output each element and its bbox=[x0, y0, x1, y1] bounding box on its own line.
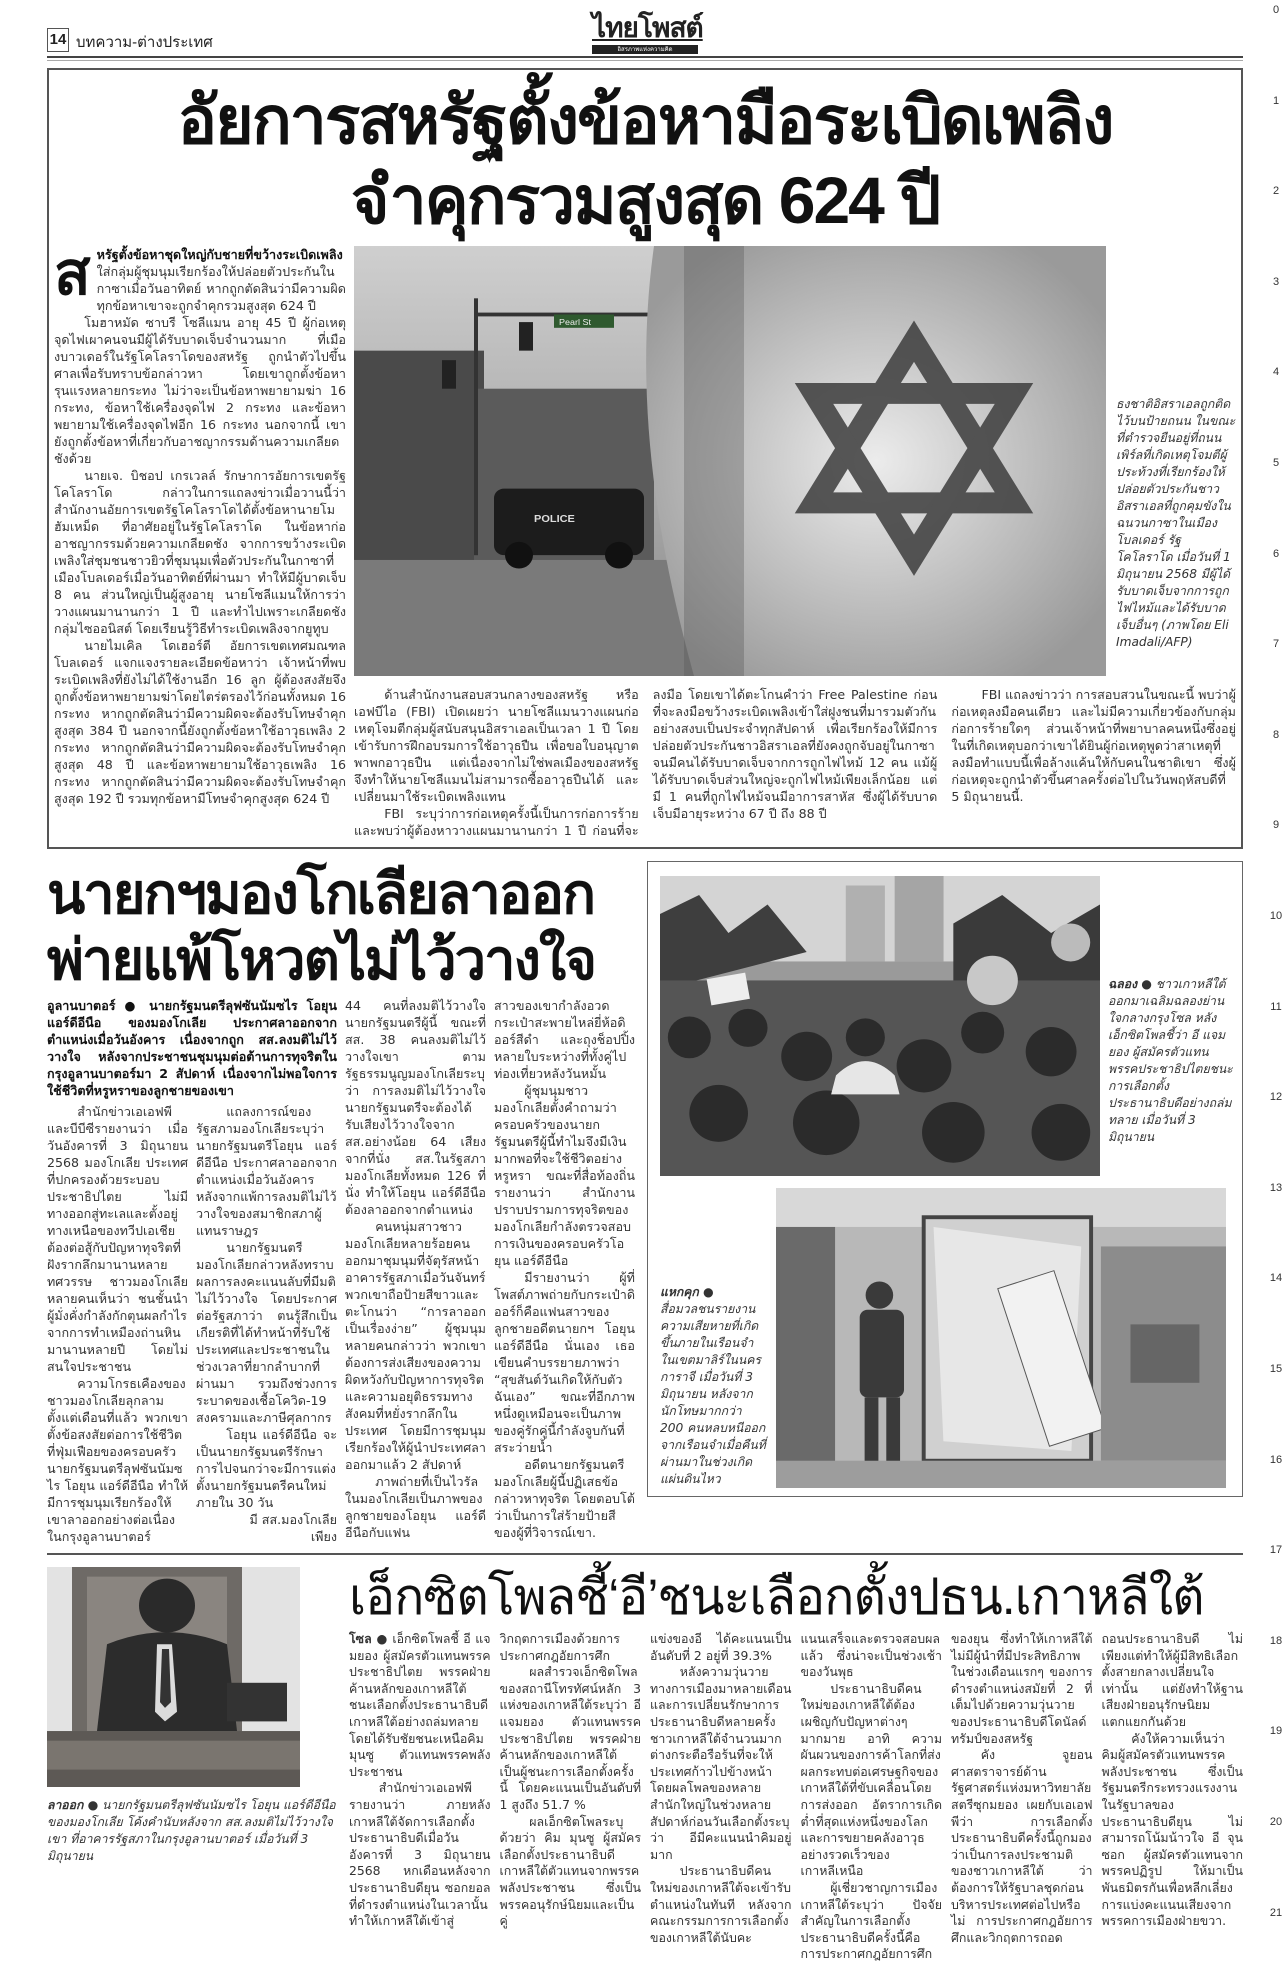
article-3-column-2 bbox=[500, 1631, 642, 1963]
paragraph: สำนักข่าวเอเอฟพีและบีบีซีรายงานว่า เมื่อวันอังคารที่ 3 มิถุนายน 2568 มองโกเลีย ประเทศที่ปกครองด้วยระบอบประชาธิปไตย ไม่มีทางออกสู่ทะเลและตั้งอยู่ทางเหนือของทวีปเอเชีย ต้องต่อสู้กับปัญหาทุจริตที่ฝังรากลึกมานานหลายทศวรรษ ชาวมองโกเลียหลายคนเห็นว่า ชนชั้นนำผู้มั่งคั่งกำลังกักตุนผลกำไรจากการทำเหมืองถ่านหินมานานหลายปี โดยไม่สนใจประชาชน bbox=[47, 1104, 188, 1374]
paragraph: คนหนุ่มสาวชาวมองโกเลียหลายร้อยคนออกมาชุมนุมที่จัตุรัสหน้าอาคารรัฐสภาเมื่อวันจันทร์ พวกเขาถือป้ายสีขาวและตะโกนว่า “การลาออกเป็นเรื่องง่าย” ผู้ชุมนุมหลายคนกล่าวว่า พวกเขาต้องการส่งเสียงของความผิดหวังกับปัญหาการทุจริตและความอยุติธรรมทางสังคมที่หยั่งรากลึกในประเทศ โดยมีการชุมนุมเรียกร้องให้ผู้นำประเทศลาออกมาแล้ว 2 สัปดาห์ bbox=[345, 1219, 486, 1472]
ruler-mark: 14 bbox=[1269, 1272, 1283, 1285]
ruler-mark: 8 bbox=[1272, 728, 1280, 741]
paragraph: หลังความวุ่นวายทางการเมืองมาหลายเดือน และการเปลี่ยนรักษาการประธานาธิบดีหลายครั้ง ชาวเกาหลีใต้จำนวนมากต่างกระตือรือร้นที่จะให้ประเทศก้าวไปข้างหน้า โดยผลโพลของหลายสำนักใหญ่ในช่วงหลายสัปดาห์ก่อนวันเลือกตั้งระบุว่า อีมีคะแนนนำคิมอยู่มาก bbox=[650, 1664, 792, 1862]
article-2 bbox=[47, 861, 637, 1545]
ruler-mark: 2 bbox=[1272, 185, 1280, 198]
ruler-mark: 1 bbox=[1272, 94, 1280, 107]
article-1-frame bbox=[47, 68, 1243, 849]
caption-text: นายกรัฐมนตรีลุฟซันนัมซไร โอยุน แอร์ดีอีนือของมองโกเลีย โค้งคำนับหลังจาก สส.ลงมติไม่ไว้วางใจเขา ที่อาคารรัฐสภาในกรุงอูลานบาตอร์ เมื่อวันที่ 3 มิถุนายน bbox=[47, 1798, 336, 1863]
paragraph: มี สส.มองโกเลียเพียง bbox=[249, 1512, 337, 1544]
paragraph: ถอนประธานาธิบดี ไม่เพียงแต่ทำให้ผู้มีสิทธิเลือกตั้งสายกลางเปลี่ยนใจเท่านั้น แต่ยังทำให้ฐานเสียงฝ่ายอนุรักษนิยมแตกแยกกันด้วย bbox=[1101, 1631, 1243, 1729]
article-2-headline-line-2: พ่ายแพ้โหวตไม่ไว้วางใจ bbox=[47, 928, 596, 991]
article-1-headline-line-2: จำคุกรวมสูงสุด 624 ปี bbox=[350, 163, 940, 237]
ruler-mark: 9 bbox=[1272, 819, 1280, 832]
paragraph: FBI แถลงข่าวว่า การสอบสวนในขณะนี้ พบว่าผู้ก่อเหตุลงมือคนเดียว และไม่มีความเกี่ยวข้องกับกลุ่มก่อการร้ายใดๆ ส่วนเจ้าหน้าที่พยาบาลคนหนึ่งซึ่งอยู่ในที่เกิดเหตุบอกว่าเขาได้ยินผู้ก่อเหตุพูดว่าสาเหตุที่ลงมือทำแบบนี้เพื่อล้างแค้นให้กับคนในชาติเขา ซึ่งผู้ก่อเหตุจะถูกนำตัวขึ้นศาลครั้งต่อไปในวันพฤหัสบดีที่ 5 มิถุนายนนี้. bbox=[951, 687, 1236, 804]
paragraph: คังให้ความเห็นว่า คิมผู้สมัครตัวแทนพรรคพลังประชาชน ซึ่งเป็นรัฐมนตรีกระทรวงแรงงานในรัฐบาลของประธานาธิบดียุน ไม่สามารถโน้มน้าวใจ อี จุนซอก ผู้สมัครตัวแทนจากพรรคปฏิรูป ให้มาเป็นพันธมิตรกันเพื่อหลีกเลี่ยงการแบ่งคะแนนเสียงจากพรรคการเมืองฝ่ายขวา. bbox=[1101, 1730, 1243, 1929]
boulder-attack-photo bbox=[354, 246, 1106, 676]
korea-photo-caption bbox=[1108, 876, 1234, 1176]
ruler-mark: 16 bbox=[1269, 1453, 1283, 1466]
mongolia-pm-photo bbox=[47, 1567, 300, 1787]
photo-box bbox=[647, 861, 1243, 1497]
paragraph: นายไมเคิล โดเฮอร์ตี อัยการเขตเทศมณฑลโบลเดอร์ แจกแจงรายละเอียดข้อหาว่า เจ้าหน้าที่พบระเบิดเพลิงที่ยังไม่ได้ใช้งานอีก 16 ลูก ผู้ต้องสงสัยจึงถูกตั้งข้อหาพยายามฆ่าโดยไตร่ตรองไว้ก่อนทั้งหมด 16 กระทง หากถูกตัดสินว่ามีความผิดจะต้องรับโทษจำคุกสูงสุด 384 ปี นอกจากนี้ยังถูกตั้งข้อหาใช้อาวุธเพลิง 2 กระทง หากถูกตัดสินว่ามีความผิดจะต้องรับโทษจำคุกสูงสุด 48 ปี และข้อหาพยายามใช้อาวุธเพลิง 16 กระทง หากถูกตัดสินว่ามีความผิดจะต้องรับโทษจำคุกสูงสุด 192 ปี รวมทุกข้อหามีโทษจำคุกสูงสุด 624 ปี bbox=[54, 638, 346, 806]
paragraph: ความโกรธเคืองของชาวมองโกเลียลุกลามตั้งแต่เดือนที่แล้ว พวกเขาตั้งข้อสงสัยต่อการใช้ชีวิตที่ฟุ่มเฟือยของครอบครัวนายกรัฐมนตรีลุฟซันนัมซไร โอยุน แอร์ดีอีนือ ทำให้มีการชุมนุมเรียกร้องให้เขาลาออกอย่างต่อเนื่องในกรุงอูลานบาตอร์ bbox=[47, 1376, 188, 1544]
caption-text: สื่อมวลชนรายงานความเสียหายที่เกิดขึ้นภายในเรือนจำ ในเขตมาลิร์ในนครการาจี เมื่อวันที่ 3 มิถุนายน หลังจากนักโทษมากกว่า 200 คนหลบหนีออกจากเรือนจำเมื่อคืนที่ผ่านมาในช่วงเกิดแผ่นดินไหว bbox=[660, 1302, 766, 1486]
paragraph: ผู้ชุมนุมชาวมองโกเลียตั้งคำถามว่า ครอบครัวของนายกรัฐมนตรีผู้นี้ทำไมจึงมีเงินมากพอที่จะใช้ชีวิตอย่างหรูหรา ขณะที่สื่อท้องถิ่นรายงานว่า สำนักงานปราบปรามการทุจริตของมองโกเลียกำลังตรวจสอบการเงินของครอบครัวโอยุน แอร์ดีอีนือ bbox=[494, 1083, 635, 1268]
paragraph: สาวของเขากำลังอวดกระเป๋าสะพายไหล่ยี่ห้อดิออร์สีดำ และถุงช็อปปิ้งหลายใบระหว่างที่ทั้งคู่ไปท่องเที่ยวหลังวันหมั้น bbox=[494, 998, 635, 1081]
caption-label: แหกคุก ● bbox=[660, 1285, 714, 1299]
dateline: โซล ● bbox=[349, 1631, 388, 1646]
logo-text: ไทยโพสต์ bbox=[592, 12, 703, 43]
paragraph: ของยุน ซึ่งทำให้เกาหลีใต้ไม่มีผู้นำที่มีประสิทธิภาพในช่วงเดือนแรกๆ ของการดำรงตำแหน่งสมัยที่ 2 ที่เต็มไปด้วยความวุ่นวายของประธานาธิบดีโดนัลด์ ทรัมป์ของสหรัฐ bbox=[951, 1631, 1093, 1746]
ruler-mark: 11 bbox=[1270, 1000, 1282, 1013]
paragraph: โมฮาหมัด ซาบรี โซลีแมน อายุ 45 ปี ผู้ก่อเหตุจุดไฟเผาคนจนมีผู้ได้รับบาดเจ็บจำนวนมาก ที่เมืองบาวเดอร์ในรัฐโคโลราโดของสหรัฐ ถูกนำตัวไปขึ้นศาลเพื่อรับทราบข้อกล่าวหา โดยเขาถูกตั้งข้อหารุนแรงหลายกระทง ไม่ว่าจะเป็นข้อหาพยายามฆ่า 16 กระทง, ข้อหาใช้เครื่องจุดไฟ 2 กระทง และข้อหาพยายามใช้เครื่องจุดไฟอีก 16 กระทง นอกจากนี้ เขายังถูกตั้งข้อหาที่เกี่ยวกับอาชญากรรมด้านความเกลียดชังด้วย bbox=[54, 315, 346, 466]
paragraph: อดีตนายกรัฐมนตรีมองโกเลียผู้นี้ปฏิเสธข้อกล่าวหาทุจริต โดยตอบโต้ว่าเป็นการใส่ร้ายป้ายสีของผู้ที่วิจารณ์เขา. bbox=[494, 1457, 635, 1540]
paragraph: โอยุน แอร์ดีอีนือ จะเป็นนายกรัฐมนตรีรักษาการไปจนกว่าจะมีการแต่งตั้งนายกรัฐมนตรีคนใหม่ภายใน 30 วัน bbox=[196, 1427, 337, 1510]
paragraph: ประธานาธิบดีคนใหม่ของเกาหลีใต้ต้องเผชิญกับปัญหาต่างๆ มากมาย อาทิ ความผันผวนของการค้าโลกที่ส่งผลกระทบต่อเศรษฐกิจของเกาหลีใต้ที่ขับเคลื่อนโดยการส่งออก อัตราการเกิดต่ำที่สุดแห่งหนึ่งของโลก และการขยายคลังอาวุธอย่างรวดเร็วของเกาหลีเหนือ bbox=[800, 1680, 942, 1879]
ruler-mark: 3 bbox=[1272, 275, 1280, 288]
ruler-mark: 15 bbox=[1269, 1363, 1283, 1375]
paragraph: แถลงการณ์ของรัฐสภามองโกเลียระบุว่า นายกรัฐมนตรีโอยุน แอร์ดีอีนือ ประกาศลาออกจากตำแหน่งเมื่อวันอังคาร หลังจากแพ้การลงมติไม่ไว้วางใจของสมาชิกสภาผู้แทนราษฎร bbox=[196, 1104, 337, 1238]
ruler-mark: 5 bbox=[1272, 457, 1280, 469]
paragraph: เอ็กซิตโพลชี้ อี แจมยอง ผู้สมัครตัวแทนพรรคประชาธิปไตย พรรคฝ่ายค้านหลักของเกาหลีใต้ ชนะเลือกตั้งประธานาธิบดีเกาหลีใต้อย่างถล่มทลาย โดยได้รับชัยชนะเหนือคิม มุนซู ตัวแทนพรรคพลังประชาชน bbox=[349, 1631, 491, 1779]
page-number: 14 bbox=[47, 28, 69, 52]
paragraph: ภาพถ่ายที่เป็นไวรัลในมองโกเลียเป็นภาพของลูกชายของโอยุน แอร์ดีอีนือกับแฟน bbox=[345, 1474, 486, 1540]
ruler-mark: 19 bbox=[1269, 1725, 1283, 1738]
article-2-column-4 bbox=[494, 997, 635, 1545]
article-1-bottom-columns bbox=[354, 686, 1236, 839]
paragraph: แนนเสร็จและตรวจสอบผลแล้ว ซึ่งน่าจะเป็นช่วงเช้าของวันพุธ bbox=[800, 1631, 942, 1680]
article-1-headline-line-1: อัยการสหรัฐตั้งข้อหามือระเบิดเพลิง bbox=[177, 83, 1113, 157]
paragraph: แข่งของอี ได้คะแนนเป็นอันดับที่ 2 อยู่ที่ 39.3% bbox=[650, 1631, 792, 1663]
article-2-column-1 bbox=[47, 1103, 188, 1545]
ruler-mark: 6 bbox=[1272, 547, 1280, 560]
caption-label: ลาออก ● bbox=[47, 1798, 99, 1812]
paragraph: นายเจ. บิชอป เกรเวลล์ รักษาการอัยการเขตรัฐโคโลราโด กล่าวในการแถลงข่าวเมื่อวานนี้ว่า สำนักงานอัยการเขตรัฐโคโลราโดได้ตั้งข้อหานายโมฮัมเหม็ด ที่อาศัยอยู่ในรัฐโคโลราโด ในข้อหาก่ออาชญากรรมด้วยความเกลียดชัง จากการขว้างระเบิดเพลิงใส่ชุมชนชาวยิวที่ชุมนุมเพื่อตัวประกันในกาซาที่เมืองโบลเดอร์เมื่อวันอาทิตย์ที่ผ่านมา ทำให้มีผู้บาดเจ็บ 8 คน ส่วนใหญ่เป็นผู้สูงอายุ นายโซลีแมนให้การว่า วางแผนมานานกว่า 1 ปี และทำไปเพราะเกลียดชังกลุ่มไซออนิสต์ โดยเรียนรู้วิธีทำระเบิดเพลิงจากยูทูบ bbox=[54, 468, 346, 636]
article-3-headline: เอ็กซิตโพลชี้‘อี’ชนะเลือกตั้งปธน.เกาหลีใต้ bbox=[349, 1569, 1204, 1625]
paragraph: ผลสำรวจเอ็กซิตโพลของสถานีโทรทัศน์หลัก 3 แห่งของเกาหลีใต้ระบุว่า อี แจมยอง ตัวแทนพรรคประชาธิปไตย พรรคฝ่ายค้านหลักของเกาหลีใต้ เป็นผู้ชนะการเลือกตั้งครั้งนี้ โดยคะแนนเป็นอันดับที่ 1 สูงถึง 51.7 % bbox=[499, 1664, 641, 1812]
paragraph: สำนักข่าวเอเอฟพีรายงานว่า ภายหลังเกาหลีใต้จัดการเลือกตั้งประธานาธิบดีเมื่อวันอังคารที่ 3 มิถุนายน 2568 หกเดือนหลังจากประธานาธิบดียุน ซอกยอล ที่ดำรงตำแหน่งในเวลานั้น ทำให้เกาหลีใต้เข้าสู่ bbox=[349, 1780, 491, 1929]
paragraph: 44 คนที่ลงมติไว้วางใจนายกรัฐมนตรีผู้นี้ ขณะที่ สส. 38 คนลงมติไม่ไว้วางใจเขา ตามรัฐธรรมนูญมองโกเลียระบุว่า การลงมติไม่ไว้วางใจนายกรัฐมนตรีจะต้องได้รับเสียงไว้วางใจจาก สส.อย่างน้อย 64 เสียง จากที่นั่ง สส.ในรัฐสภามองโกเลียทั้งหมด 126 ที่นั่ง ทำให้โอยุน แอร์ดีอีนือ ต้องลาออกจากตำแหน่ง bbox=[345, 998, 486, 1217]
section-name: บทความ-ต่างประเทศ bbox=[76, 34, 213, 51]
caption-text: ชาวเกาหลีใต้ออกมาเฉลิมฉลองย่านใจกลางกรุงโซล หลังเอ็กซิตโพลชี้ว่า อี แจมยอง ผู้สมัครตัวแทนพรรคประชาธิปไตยชนะการเลือกตั้งประธานาธิบดีอย่างถล่มทลาย เมื่อวันที่ 3 มิถุนายน bbox=[1108, 977, 1233, 1144]
article-2-column-3 bbox=[345, 997, 486, 1545]
ruler-mark: 0 bbox=[1272, 4, 1280, 16]
ruler-mark: 18 bbox=[1269, 1634, 1283, 1647]
article-2-lead: อูลานบาตอร์ ● นายกรัฐมนตรีลุฟซันนัมซไร โอยุน แอร์ดีอีนือ ของมองโกเลีย ประกาศลาออกจากตำแหน่งเมื่อวันอังคาร เนื่องจากถูก สส.ลงมติไม่ไว้วางใจ หลังจากประชาชนชุมนุมต่อต้านการทุจริตในกรุงอูลานบาตอร์มา 2 สัปดาห์ เนื่องจากไม่พอใจการใช้ชีวิตที่หรูหราของลูกชายของเขา bbox=[47, 998, 337, 1098]
police-car-text: POLICE bbox=[534, 513, 575, 525]
article-1-left-column bbox=[54, 240, 346, 839]
ruler-mark: 4 bbox=[1272, 366, 1280, 379]
section-divider bbox=[47, 1553, 1243, 1555]
mongolia-pm-photo-caption bbox=[47, 1797, 337, 1865]
article-1-photo-caption: ธงชาติอิสราเอลถูกติดไว้บนป้ายถนน ในขณะที่ตำรวจยืนอยู่ที่ถนนเพิร์ลที่เกิดเหตุโจมตีผู้ประท้วงที่เรียกร้องให้ปล่อยตัวประกันชาวอิสราเอลที่ถูกคุมขังในฉนวนกาซาในเมืองโบลเดอร์ รัฐโคโลราโด เมื่อวันที่ 1 มิถุนายน 2568 มีผู้ได้รับบาดเจ็บจากการถูกไฟไหม้และได้รับบาดเจ็บอื่นๆ (ภาพโดย Eli Imadali/AFP) bbox=[1116, 397, 1236, 649]
paragraph: ผู้เชี่ยวชาญการเมืองเกาหลีใต้ระบุว่า ปัจจัยสำคัญในการเลือกตั้งประธานาธิบดีครั้งนี้คือ การประกาศกฎอัยการศึก bbox=[800, 1879, 942, 1962]
ruler-mark: 12 bbox=[1269, 1091, 1283, 1104]
ruler-mark: 10 bbox=[1269, 910, 1283, 922]
article-3-column-5 bbox=[951, 1631, 1093, 1963]
paragraph: ด้านสำนักงานสอบสวนกลางของสหรัฐ หรือ เอฟบีไอ (FBI) เปิดเผยว่า นายโซลีแมนวางแผนก่อเหตุโจมตีกลุ่มผู้สนับสนุนอิสราเอลเป็นเวลา 1 ปี โดยเข้ารับการฝึกอบรมการใช้อาวุธปืน เพื่อขอใบอนุญาตพาพกอาวุธปืน แต่เนื่องจากไม่ใช่พลเมืองของสหรัฐ จึงทำให้นายโซลีแมนไม่สามารถซื้ออาวุธปืนได้ และเปลี่ยนมาใช้ระเบิดเพลิงแทน bbox=[354, 687, 639, 804]
paragraph: คัง จูยอน ศาสตราจารย์ด้านรัฐศาสตร์แห่งมหาวิทยาลัยสตรีซุกมยอง เผยกับเอเอฟพีว่า การเลือกตั้งประธานาธิบดีครั้งนี้ถูกมองว่าเป็นการลงประชามติของชาวเกาหลีใต้ ว่าต้องการให้รัฐบาลชุดก่อนบริหารประเทศต่อไปหรือไม่ การประกาศกฎอัยการศึกและวิกฤตการถอด bbox=[951, 1747, 1093, 1945]
article-3-column-4 bbox=[801, 1631, 943, 1963]
article-3-column-3 bbox=[650, 1631, 792, 1963]
article-2-headline-line-1: นายกฯมองโกเลียลาออก bbox=[47, 862, 594, 925]
ruler-mark: 20 bbox=[1269, 1816, 1283, 1828]
street-sign-text: Pearl St bbox=[559, 317, 591, 327]
ruler-mark: 21 bbox=[1269, 1906, 1283, 1919]
karachi-prison-photo bbox=[776, 1188, 1226, 1488]
ruler-mark: 7 bbox=[1272, 638, 1280, 651]
paragraph: FBI ระบุว่าการก่อเหตุครั้งนี้เป็นการก่อการร้าย และพบว่าผู้ต้องหาวางแผนมานานกว่า 1 ปี ก่อนที่จะลงมือ โดยเขาได้ตะโกนคำว่า Free Palestine ก่อนที่จะลงมือขว้างระเบิดเพลิงเข้าใส่ฝูงชนที่มารวมตัวกันอย่างสงบเป็นประจำทุกสัปดาห์ เพื่อเรียกร้องให้มีการปล่อยตัวประกันชาวอิสราเอลที่ยังคงถูกจับอยู่ในกาซา จนมีคนได้รับบาดเจ็บจากการถูกไฟไหม้ 12 คน แม้ผู้ได้รับบาดเจ็บส่วนใหญ่จะถูกไฟไหม้เพียงเล็กน้อย แต่มี 1 คนที่ถูกไฟไหม้จนมีอาการสาหัส ซึ่งผู้ได้รับบาดเจ็บมีอายุระหว่าง 67 ปี ถึง 88 ปี bbox=[354, 687, 938, 838]
korea-celebration-photo bbox=[660, 876, 1100, 1176]
article-2-column-2 bbox=[196, 1103, 337, 1545]
article-3-column-1 bbox=[349, 1631, 491, 1963]
page-header bbox=[47, 0, 1243, 64]
paragraph: ประธานาธิบดีคนใหม่ของเกาหลีใต้จะเข้ารับตำแหน่งในทันที หลังจากคณะกรรมการการเลือกตั้งของเกาหลีใต้นับคะ bbox=[650, 1863, 792, 1945]
ruler-mark: 13 bbox=[1269, 1181, 1283, 1194]
header-rule bbox=[47, 56, 1243, 61]
paragraph: มีรายงานว่า ผู้ที่โพสต์ภาพถ่ายกับกระเป๋าดิออร์ก็คือแฟนสาวของลูกชายอดีตนายกฯ โอยุน แอร์ดีอีนือ นั่นเอง เธอเขียนคำบรรยายภาพว่า “สุขสันต์วันเกิดให้กับตัวฉันเอง” ขณะที่อีกภาพหนึ่งดูเหมือนจะเป็นภาพของคู่รักคู่นี้กำลังจูบกันที่สระว่ายน้ำ bbox=[494, 1270, 636, 1455]
ruler-mark: 17 bbox=[1269, 1544, 1283, 1557]
prison-photo-caption bbox=[660, 1284, 768, 1488]
article-3-column-6 bbox=[1102, 1631, 1244, 1963]
paragraph: นายกรัฐมนตรีมองโกเลียกล่าวหลังทราบผลการลงคะแนนลับที่มีมติไม่ไว้วางใจ โดยประกาศต่อรัฐสภาว่า ตนรู้สึกเป็นเกียรติที่ได้ทำหน้าที่รับใช้ประเทศและประชาชนในช่วงเวลาที่ยากลำบากที่ผ่านมา รวมถึงช่วงการระบาดของเชื้อโควิด-19 สงครามและภาษีศุลกากร bbox=[196, 1240, 337, 1425]
lead-text: ใส่กลุ่มผู้ชุมนุมเรียกร้องให้ปล่อยตัวประกันในกาซาเมื่อวันอาทิตย์ หากถูกตัดสินว่ามีความผิดทุกข้อหาเขาจะถูกจำคุกรวมสูงสุด 624 ปี bbox=[96, 264, 346, 313]
newspaper-logo bbox=[592, 12, 703, 54]
drop-cap: ส bbox=[54, 240, 91, 307]
paragraph: วิกฤตการเมืองด้วยการประกาศกฎอัยการศึก bbox=[499, 1631, 620, 1663]
caption-label: ฉลอง ● bbox=[1108, 977, 1152, 991]
paragraph: ผลเอ็กซิตโพลระบุด้วยว่า คิม มุนซู ผู้สมัครเลือกตั้งประธานาธิบดีเกาหลีใต้ตัวแทนจากพรรคพลังประชาชน ซึ่งเป็นพรรคอนุรักษ์นิยมและเป็นคู่ bbox=[499, 1813, 641, 1929]
lead-bold: หรัฐตั้งข้อหาชุดใหญ่กับชายที่ขว้างระเบิดเพลิง bbox=[96, 247, 343, 262]
logo-tagline: อิสรภาพแห่งความคิด bbox=[592, 45, 698, 54]
